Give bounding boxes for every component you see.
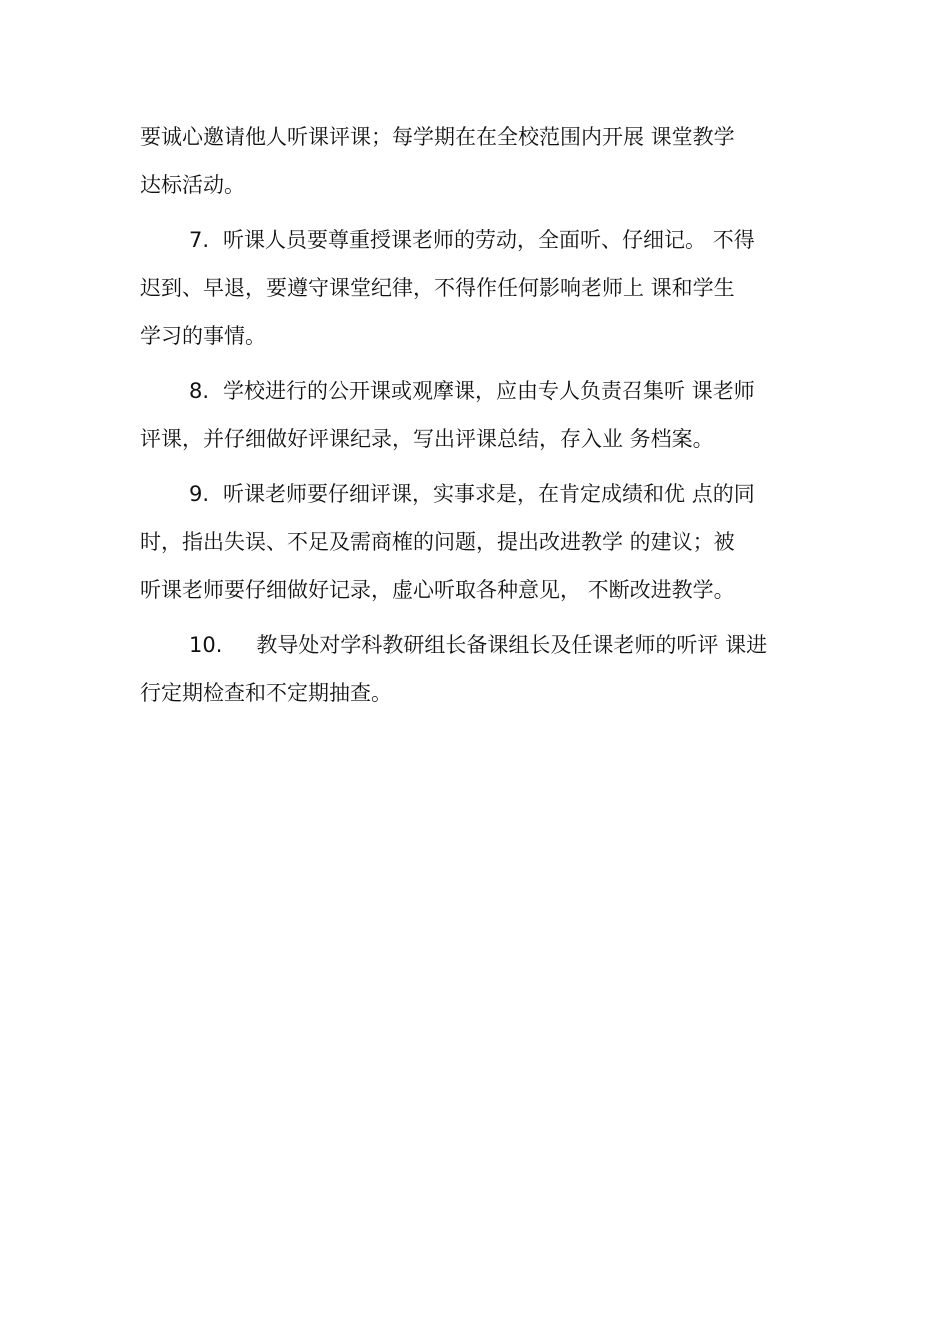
text-line — [140, 470, 830, 518]
item-number: 9. — [189, 482, 210, 506]
paragraph-continuation — [140, 113, 830, 209]
text-fragment: 听课老师要仔细评课，实事求是，在肯定成绩和优 点的同 — [223, 482, 755, 506]
text-line: 迟到、早退，要遵守课堂纪律，不得作任何影响老师上 课和学生 — [140, 276, 735, 300]
text-line — [140, 621, 830, 669]
document-body — [140, 113, 830, 724]
text-line: 学习的事情。 — [140, 324, 266, 348]
text-line: 评课，并仔细做好评课纪录，写出评课总结，存入业 务档案。 — [140, 427, 714, 451]
text-line — [140, 216, 830, 264]
paragraph-item-9 — [140, 470, 830, 614]
text-fragment: 教导处对学科教研组长备课组长及任课老师的听评 课进 — [256, 633, 768, 657]
item-number: 8. — [189, 379, 210, 403]
text-line: 听课老师要仔细做好记录，虚心听取各种意见， 不断改进教学。 — [140, 578, 735, 602]
text-line: 时，指出失误、不足及需商榷的问题，提出改进教学 的建议；被 — [140, 530, 735, 554]
paragraph-item-10 — [140, 621, 830, 717]
paragraph-item-8 — [140, 367, 830, 463]
text-fragment: 听课人员要尊重授课老师的劳动，全面听、仔细记。 不得 — [223, 228, 755, 252]
text-line — [140, 367, 830, 415]
text-line: 达标活动。 — [140, 173, 245, 197]
item-number: 10. — [189, 633, 223, 657]
item-number: 7. — [189, 228, 210, 252]
text-line: 要诚心邀请他人听课评课；每学期在在全校范围内开展 课堂教学 — [140, 125, 735, 149]
text-line: 行定期检查和不定期抽查。 — [140, 681, 392, 705]
text-fragment: 学校进行的公开课或观摩课，应由专人负责召集听 课老师 — [223, 379, 755, 403]
paragraph-item-7 — [140, 216, 830, 360]
